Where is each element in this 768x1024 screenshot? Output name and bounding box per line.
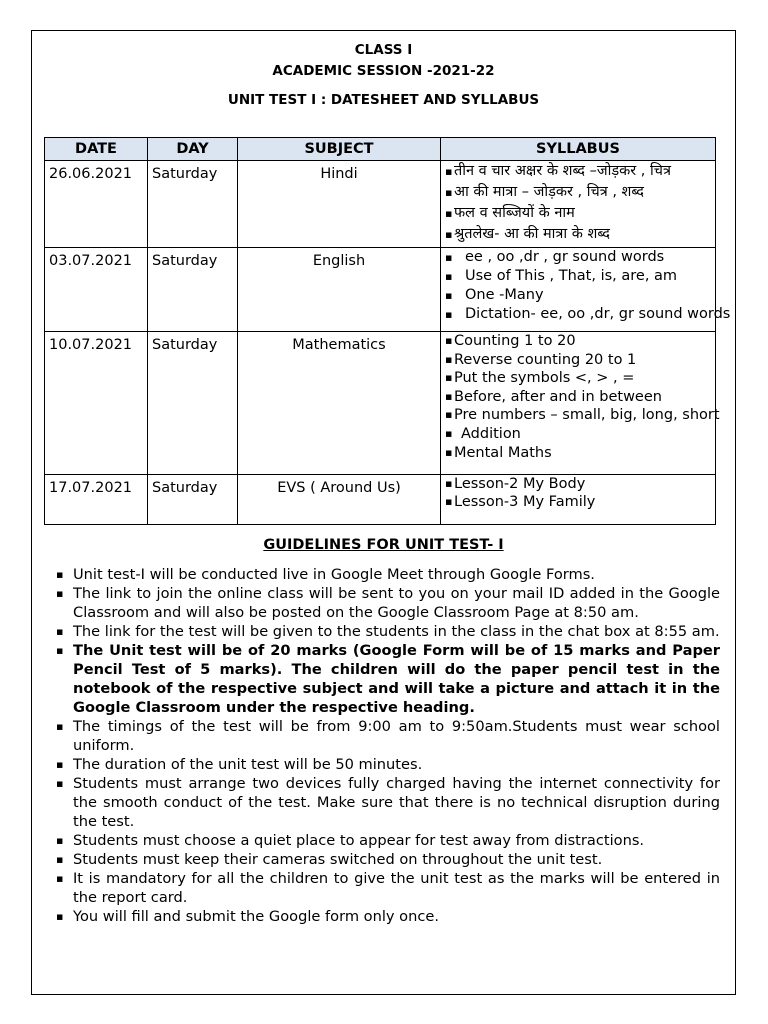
syllabus-item: ▪ तीन व चार अक्षर के शब्द –जोड़कर , चित्र — [445, 161, 711, 182]
guidelines-list — [55, 565, 720, 926]
syllabus-item: ▪ ee , oo ,dr , gr sound words — [445, 248, 711, 267]
subject-cell: EVS ( Around Us) — [238, 475, 441, 525]
syllabus-cell — [441, 248, 731, 332]
syllabus-item: ▪ Use of This , That, is, are, am — [445, 267, 711, 286]
guideline-item: ▪ Students must keep their cameras switched on throughout the unit test. — [55, 850, 720, 869]
date-cell: 03.07.2021 — [45, 248, 148, 332]
guideline-item: ▪ Students must arrange two devices fully charged having the internet connectivity for the smooth conduct of the test. Make sure that there is no technical disruption during the test. — [55, 774, 720, 831]
subject-cell: English — [238, 248, 441, 332]
day-cell: Saturday — [148, 475, 238, 525]
syllabus-item: ▪ Put the symbols <, > , = — [445, 369, 711, 388]
syllabus-item: ▪ Reverse counting 20 to 1 — [445, 351, 711, 370]
guideline-item: ▪ You will fill and submit the Google form only once. — [55, 907, 720, 926]
syllabus-item: ▪ श्रुतलेख- आ की मात्रा के शब्द — [445, 224, 711, 245]
guideline-item: ▪ It is mandatory for all the children to give the unit test as the marks will be entered in the report card. — [55, 869, 720, 907]
table-row — [45, 332, 716, 475]
syllabus-item: ▪ Pre numbers – small, big, long, short — [445, 406, 711, 425]
syllabus-item: ▪ Before, after and in between — [445, 388, 711, 407]
col-header-syllabus: SYLLABUS — [441, 138, 716, 161]
col-header-subject: SUBJECT — [238, 138, 441, 161]
day-cell: Saturday — [148, 161, 238, 248]
guideline-item-marks: ▪ The Unit test will be of 20 marks (Google Form will be of 15 marks and Paper Pencil Test of 5 marks). The children will do the paper pencil test in the notebook of the respective subject and will take a picture and attach it in the Google Classroom under the respective heading. — [55, 641, 720, 717]
guideline-item: ▪ The link to join the online class will be sent to you on your mail ID added in the Google Classroom and will also be posted on the Google Classroom Page at 8:50 am. — [55, 584, 720, 622]
guideline-item: ▪ The link for the test will be given to the students in the class in the chat box at 8:55 am. — [55, 622, 720, 641]
day-cell: Saturday — [148, 332, 238, 475]
guideline-item: ▪ Unit test-I will be conducted live in Google Meet through Google Forms. — [55, 565, 720, 584]
syllabus-cell — [441, 161, 716, 248]
class-heading: CLASS I — [354, 42, 413, 58]
guideline-item: ▪ The timings of the test will be from 9:00 am to 9:50am.Students must wear school uniform. — [55, 717, 720, 755]
table-header-row — [45, 138, 716, 161]
syllabus-item: ▪ Lesson-3 My Family — [445, 493, 711, 511]
table-row — [45, 161, 716, 248]
syllabus-item: ▪ फल व सब्जियों के नाम — [445, 203, 711, 224]
day-cell: Saturday — [148, 248, 238, 332]
subject-cell: Mathematics — [238, 332, 441, 475]
guidelines-title: GUIDELINES FOR UNIT TEST- I — [263, 537, 504, 553]
syllabus-item: ▪ Lesson-2 My Body — [445, 475, 711, 493]
col-header-date: DATE — [45, 138, 148, 161]
datesheet-table — [44, 137, 731, 525]
col-header-day: DAY — [148, 138, 238, 161]
session-heading: ACADEMIC SESSION -2021-22 — [272, 63, 495, 79]
syllabus-cell — [441, 332, 720, 475]
syllabus-item: ▪ Counting 1 to 20 — [445, 332, 711, 351]
syllabus-item: ▪ Addition — [445, 425, 711, 444]
date-cell: 17.07.2021 — [45, 475, 148, 525]
syllabus-item: ▪ One -Many — [445, 286, 711, 305]
syllabus-cell — [441, 475, 716, 525]
date-cell: 10.07.2021 — [45, 332, 148, 475]
document-title: UNIT TEST I : DATESHEET AND SYLLABUS — [227, 92, 540, 108]
table-row — [45, 475, 716, 525]
subject-cell: Hindi — [238, 161, 441, 248]
guideline-item: ▪ Students must choose a quiet place to appear for test away from distractions. — [55, 831, 720, 850]
syllabus-item: ▪ Mental Maths — [445, 444, 711, 463]
guideline-item: ▪ The duration of the unit test will be 50 minutes. — [55, 755, 720, 774]
date-cell: 26.06.2021 — [45, 161, 148, 248]
table-row — [45, 248, 716, 332]
syllabus-item: ▪ आ की मात्रा – जोड़कर , चित्र , शब्द — [445, 182, 711, 203]
syllabus-item: ▪ Dictation- ee, oo ,dr, gr sound words — [445, 305, 711, 324]
